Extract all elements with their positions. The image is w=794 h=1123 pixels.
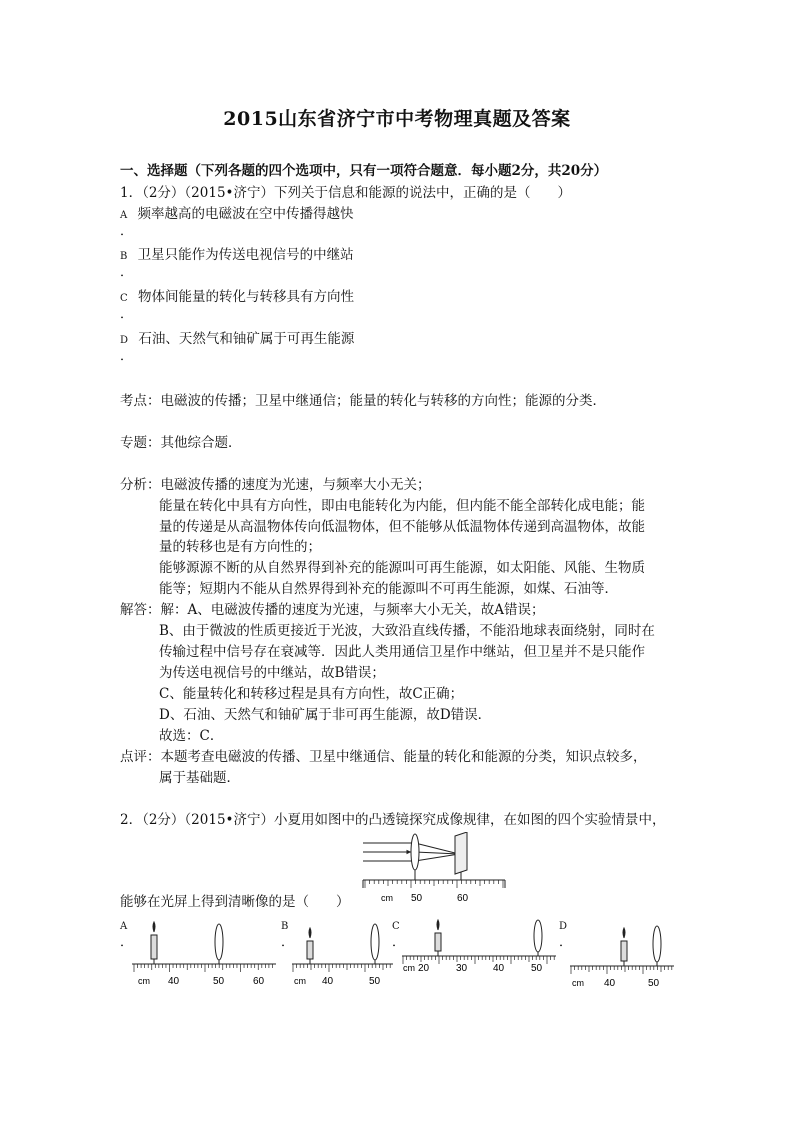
tick-label: 40	[322, 976, 334, 987]
option-dot: ．	[559, 935, 573, 950]
q1-fenxi-line: 分析：电磁波传播的速度为光速，与频率大小无关；	[120, 477, 431, 493]
q2-option-a-figure	[130, 918, 278, 988]
option-text: 频率越高的电磁波在空中传播得越快	[137, 206, 354, 222]
tick-label: 20	[418, 963, 430, 974]
q1-jieda-line: B、由于微波的性质更接近于光波，大致沿直线传播，不能沿地球表面绕射，同时在	[159, 623, 655, 639]
ruler-ticks	[571, 966, 672, 974]
ruler-ticks	[293, 964, 390, 972]
candle-flame	[309, 928, 311, 938]
ray-arrow	[407, 851, 410, 854]
q1-fenxi-line: 能等；短期内不能从自然界得到补充的能源叫不可再生能源，如煤、石油等．	[159, 581, 618, 597]
ruler-unit: cm	[572, 978, 584, 988]
option-dot: ．	[392, 935, 406, 950]
ruler-unit: cm	[381, 893, 393, 903]
convex-lens	[534, 920, 542, 952]
option-dot: ．	[120, 307, 134, 322]
tick-label: 50	[213, 976, 225, 987]
convex-lens	[215, 924, 223, 960]
q1-option-c	[120, 288, 354, 308]
q2-option-d-letter: D	[559, 921, 568, 932]
tick-label: 30	[456, 963, 468, 974]
q1-zhuanti: 专题：其他综合题．	[120, 435, 242, 451]
page-title: 2015山东省济宁市中考物理真题及答案	[223, 108, 571, 130]
tick-label: 50	[531, 963, 543, 974]
option-dot: ．	[120, 349, 134, 364]
option-letter: A	[120, 210, 128, 221]
option-letter: B	[120, 251, 128, 262]
option-dot: ．	[120, 935, 134, 950]
q1-fenxi-line: 量的传递是从高温物体传向低温物体，但不能够从低温物体传递到高温物体，故能	[159, 519, 645, 535]
tick-label: 50	[648, 978, 660, 989]
q1-stem: 1．（2分）（2015•济宁）下列关于信息和能源的说法中，正确的是（ ）	[120, 185, 571, 201]
tick-label: 40	[604, 978, 616, 989]
tick-label: 40	[493, 963, 505, 974]
tick-label: 40	[168, 976, 180, 987]
ruler-ticks	[365, 880, 503, 888]
candle	[621, 941, 627, 961]
q1-jieda-line: C、能量转化和转移过程是具有方向性，故C正确；	[159, 686, 464, 702]
ruler-ticks	[134, 964, 272, 972]
option-letter: D	[120, 335, 129, 346]
candle	[435, 933, 441, 951]
option-dot: ．	[120, 265, 134, 280]
option-letter: C	[120, 293, 128, 304]
ruler-unit: cm	[138, 976, 150, 986]
ruler-unit: cm	[294, 976, 306, 986]
option-text: 卫星只能作为传送电视信号的中继站	[137, 247, 354, 263]
q1-dianping-line: 点评：本题考查电磁波的传播、卫星中继通信、能量的转化和能源的分类，知识点较多，	[120, 749, 647, 765]
ruler-unit: cm	[403, 963, 415, 973]
candle-flame	[623, 928, 625, 938]
option-text: 石油、天然气和铀矿属于可再生能源	[138, 331, 355, 347]
light-screen	[455, 832, 467, 874]
option-dot: ．	[281, 935, 295, 950]
convex-lens	[411, 834, 419, 870]
q2-stem-continued: 能够在光屏上得到清晰像的是（ ）	[120, 894, 350, 910]
q1-option-a	[120, 205, 354, 225]
q2-option-b-figure	[290, 918, 395, 988]
q1-jieda-line: 传输过程中信号存在衰减等．因此人类用通信卫星作中继站，但卫星并不是只能作	[159, 644, 645, 660]
q1-option-d	[120, 330, 354, 350]
convex-lens	[653, 926, 661, 962]
q1-fenxi-line: 能够源源不断的从自然界得到补充的能源叫可再生能源，如太阳能、风能、生物质	[159, 560, 645, 576]
q2-option-d-figure	[568, 918, 676, 990]
tick-label: 60	[253, 976, 265, 987]
q1-jieda-line: 为传送电视信号的中继站，故B错误；	[159, 665, 385, 681]
q2-option-b-letter: B	[281, 921, 289, 932]
q2-stem: 2．（2分）（2015•济宁）小夏用如图中的凸透镜探究成像规律，在如图的四个实验情景中，	[120, 812, 666, 828]
tick-label: 50	[369, 976, 381, 987]
option-text: 物体间能量的转化与转移具有方向性	[137, 289, 354, 305]
candle	[307, 941, 313, 959]
refracted-ray	[415, 854, 459, 861]
q1-jieda-line: D、石油、天然气和铀矿属于非可再生能源，故D错误．	[159, 707, 492, 723]
candle	[151, 935, 157, 959]
q1-jieda-line: 解答：解：A、电磁波传播的速度为光速，与频率大小无关，故A错误；	[120, 602, 545, 618]
q1-fenxi-line: 能量在转化中具有方向性，即由电能转化为内能，但内能不能全部转化成电能；能	[159, 498, 645, 514]
q1-fenxi-line: 量的转移也是有方向性的；	[159, 539, 321, 555]
q2-option-c-letter: C	[392, 921, 400, 932]
option-dot: ．	[120, 224, 134, 239]
q1-jieda-line: 故选：C．	[159, 728, 224, 744]
candle-flame	[437, 920, 439, 930]
q1-kaodian: 考点：电磁波的传播；卫星中继通信；能量的转化与转移的方向性；能源的分类．	[120, 393, 606, 409]
convex-lens	[371, 924, 379, 960]
q2-lens-figure	[355, 832, 510, 907]
tick-label: 50	[411, 893, 423, 904]
candle-flame	[153, 922, 155, 932]
tick-label: 60	[457, 893, 469, 904]
q1-dianping-line: 属于基础题．	[159, 770, 240, 786]
q1-option-b	[120, 246, 354, 266]
q2-option-a-letter: A	[120, 921, 128, 932]
q2-option-c-figure	[400, 914, 558, 974]
section-heading: 一、选择题（下列各题的四个选项中，只有一项符合题意．每小题2分，共20分）	[120, 163, 608, 179]
